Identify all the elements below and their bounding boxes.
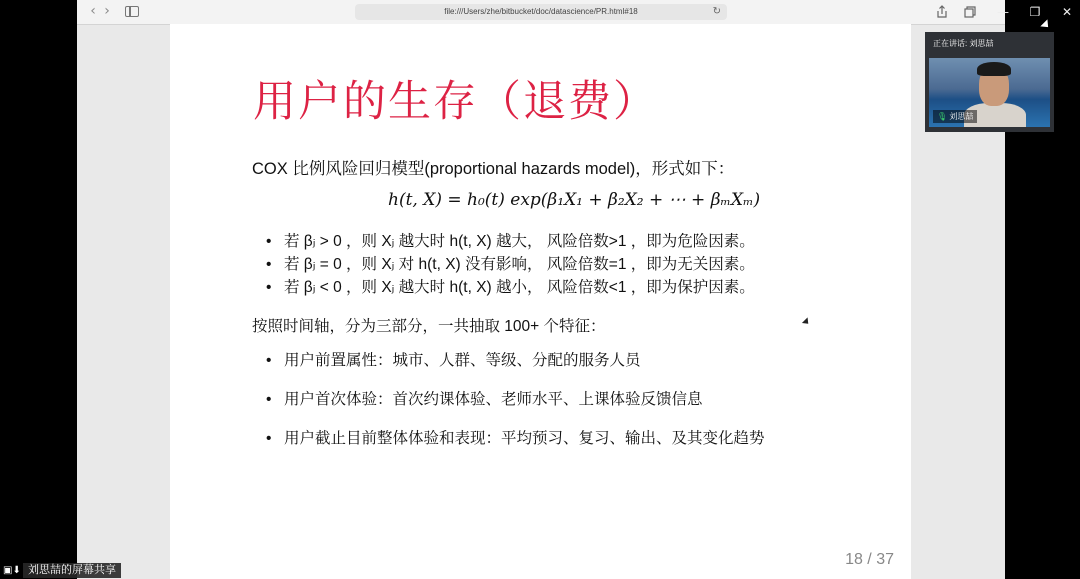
share-icon[interactable] [935,5,949,19]
list-item: • 若 βⱼ < 0 ，则 Xⱼ 越大时 h(t, X) 越小， 风险倍数<1 ，即为保护因素。 [264,276,755,299]
close-button[interactable]: ✕ [1061,5,1073,19]
address-bar[interactable] [355,4,727,20]
list-item: • 用户首次体验：首次约课体验、老师水平、上课体验反馈信息 [264,390,765,429]
features-intro: 按照时间轴，分为三部分，一共抽取 100+ 个特征： [252,318,606,335]
browser-window [77,0,1005,579]
screen-share-icon: ▣⬇ [3,565,21,576]
active-speaker-label: 正在讲话: 刘思喆 [933,39,994,48]
slide-title: 用户的生存（退费） [253,77,658,127]
cox-formula: h(t, X) = h₀(t) exp(β₁X₁ + β₂X₂ + ⋯ + βₘXₘ) [388,190,761,210]
sidebar-toggle-icon[interactable] [125,6,139,17]
slide-intro: COX 比例风险回归模型(proportional hazards model)，形式如下： [252,160,735,178]
microphone-icon: 🎙 [937,112,948,121]
speaker-video-panel[interactable] [925,32,1054,132]
participant-hair [977,62,1011,76]
feature-list [264,351,765,468]
list-item: • 用户前置属性：城市、人群、等级、分配的服务人员 [264,351,765,390]
window-controls [985,0,1080,24]
participant-name: 刘思喆 [949,112,974,121]
reload-icon[interactable]: ↻ [712,6,721,17]
screen-share-label: 刘思喆的屏幕共享 [23,563,121,578]
minimize-button[interactable]: — [997,5,1009,19]
forward-button[interactable]: › [104,3,110,19]
presentation-slide [170,24,911,579]
browser-toolbar [77,0,1005,25]
list-item: • 若 βⱼ = 0 ，则 Xⱼ 对 h(t, X) 没有影响， 风险倍数=1 ，即为无关因素。 [264,253,755,276]
list-item: • 用户截止目前整体体验和表现：平均预习、复习、输出、及其变化趋势 [264,429,765,468]
participant-video [929,58,1050,127]
tabs-overview-icon[interactable] [963,5,977,19]
list-item: • 若 βⱼ > 0 ，则 Xⱼ 越大时 h(t, X) 越大， 风险倍数>1 ，即为危险因素。 [264,230,755,253]
back-button[interactable]: ‹ [90,3,96,19]
page-number: 18 / 37 [845,551,894,568]
restore-button[interactable]: ❐ [1029,5,1041,19]
condition-list [264,230,755,299]
url-text: file:///Users/zhe/bitbucket/doc/datascience/PR.html#18 [444,7,638,16]
participant-name-tag [933,110,977,123]
